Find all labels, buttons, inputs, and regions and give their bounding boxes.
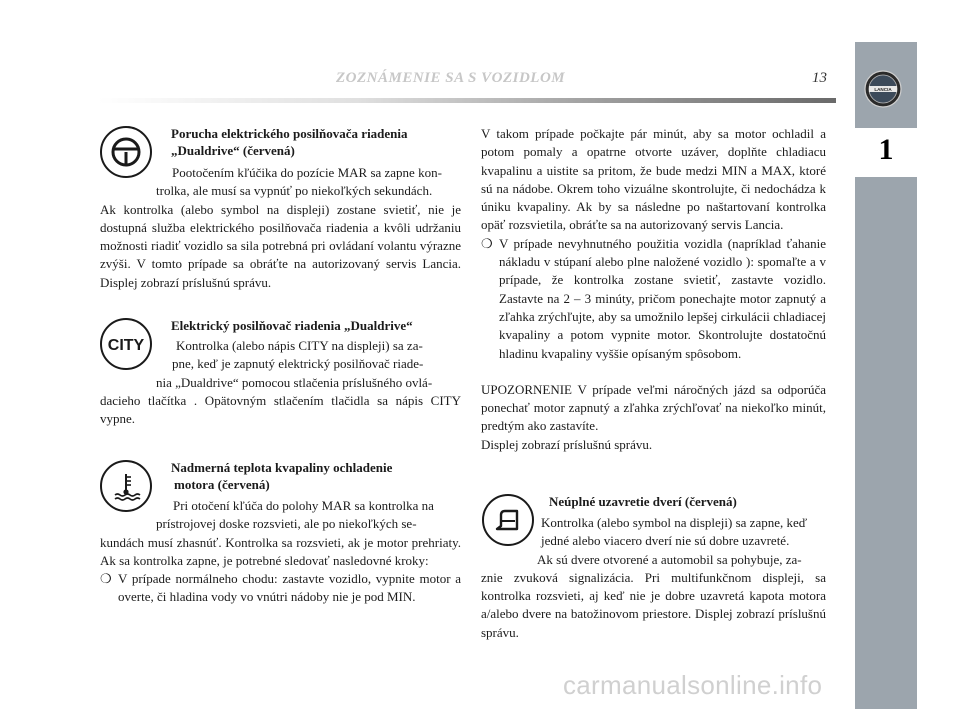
- city-icon-label: CITY: [107, 337, 145, 354]
- bullet-item: [481, 235, 826, 363]
- city-title: Elektrický posilňovač riadenia „Dualdrive“: [171, 318, 413, 333]
- text-paragraph: znie zvuková signalizácia. Pri multifunkčnom displeji, sa kontrolka rozsvieti, aj keď nie je dobre uzavretá kapota motora a/alebo dvere na batožinovom priestore. Displej zobrazí príslušnú správu.: [481, 569, 826, 640]
- steering-title-line: Porucha elektrického posilňovača riadenia: [171, 126, 408, 141]
- text-line: trolka, ale musí sa vypnúť po niekoľkých sekundách.: [156, 183, 433, 199]
- bullet-text: V prípade nevyhnutného použitia vozidla (napríklad ťahanie nákladu v stúpaní alebo plne naložené vozidlo ): spomaľte a v prípade, že kontrolka zostane svietiť, zastavte vozidlo. Zastavte na 2 – 3 minúty, pričom ponechajte motor zapnutý a zľahka zrýchľujte, aby sa umožnilo lepšej cirkulácii chladiacej kvapaliny a potom vypnite motor. Skontrolujte dostatočnú hladinu kvapaliny vyššie opísaným spôsobom.: [499, 235, 826, 361]
- text-line: pne, keď je zapnutý elektrický posilňovač riade-: [172, 356, 424, 372]
- doors-body: [481, 514, 826, 642]
- warning-paragraph: UPOZORNENIE V prípade veľmi náročných jázd sa odporúča ponechať motor zapnutý a zľahka zrýchľovať na niekoľko minút, predtým ako zastavíte.: [481, 381, 826, 434]
- text-line: jedné alebo viacero dverí nie sú dobre uzavreté.: [541, 533, 790, 549]
- text-line: prístrojovej doske rozsvieti, ale po niekoľkých se-: [156, 516, 417, 532]
- chapter-number: 1: [878, 133, 894, 166]
- bullet-item: [100, 570, 461, 607]
- text-paragraph: kundách musí zhasnúť. Kontrolka sa rozsvieti, ak je motor prehriaty. Ak sa kontrolka zapne, je potrebné sledovať nasledovné kroky:: [100, 534, 461, 568]
- text-paragraph: Displej zobrazí príslušnú správu.: [481, 436, 653, 452]
- text-line: Pri otočení kľúča do polohy MAR sa kontrolka na: [173, 498, 434, 513]
- page-number: 13: [812, 70, 827, 86]
- temp-title-line: motora (červená): [174, 477, 270, 492]
- text-line: nia „Dualdrive“ pomocou stlačenia príslušného ovlá-: [156, 374, 433, 390]
- text-line: Ak sú dvere otvorené a automobil sa pohybuje, za-: [537, 551, 802, 567]
- steering-title-line: „Dualdrive“ (červená): [171, 143, 295, 158]
- doors-title: Neúplné uzavretie dverí (červená): [549, 494, 737, 509]
- text-line: Pootočením kľúčika do pozície MAR sa zapne kon-: [172, 165, 442, 180]
- steering-body: [100, 164, 461, 292]
- city-body: [100, 337, 461, 428]
- watermark: carmanualsonline.info: [563, 670, 823, 700]
- header-rule: [98, 98, 836, 103]
- bullet-icon: ❍: [100, 571, 112, 587]
- page-header-title: ZOZNÁMENIE SA S VOZIDLOM: [336, 70, 566, 86]
- temp-title-line: Nadmerná teplota kvapaliny ochladenie: [171, 460, 393, 475]
- steering-title: [171, 125, 461, 159]
- temp-body: [100, 497, 461, 607]
- right-column-text: [481, 125, 826, 454]
- lancia-logo-icon: [864, 70, 902, 108]
- text-paragraph: dacieho tlačítka . Opätovným stlačením tlačidla sa nápis CITY vypne.: [100, 392, 461, 427]
- bullet-icon: ❍: [481, 235, 493, 251]
- bullet-text: V prípade normálneho chodu: zastavte vozidlo, vypnite motor a overte, či hladina vody vo vnútri nádoby nie je pod MIN.: [118, 571, 461, 605]
- text-line: Kontrolka (alebo nápis CITY na displeji) sa za-: [176, 338, 423, 353]
- text-line: Kontrolka (alebo symbol na displeji) sa zapne, keď: [541, 515, 808, 530]
- temp-title: [171, 459, 461, 493]
- text-paragraph: V takom prípade počkajte pár minút, aby sa motor ochladil a potom pomaly a opatrne otvorte uzáver, doplňte chladiacu kvapalinu a uistite sa pritom, že bude medzi MIN a MAX, ktoré sú na nádobe. Okrem toho vizuálne skontrolujte, či nedochádza k úniku kvapaliny. Ak by sa následne po naštartovaní kontrolka opäť rozsvietila, obráťte sa na autorizovaný servis Lancia.: [481, 126, 826, 233]
- logo-text: LANCIA: [874, 87, 892, 92]
- text-paragraph: Ak kontrolka (alebo symbol na displeji) zostane svietiť, nie je dostupná služba elektrického posilňovača riadenia a kvôli udržaniu možnosti riadiť vozidlo sa sila potrebná pri ovládaní volantu výrazne zvýši. V tomto prípade sa obráťte na autorizovaný servis Lancia. Displej zobrazí príslušnú správu.: [100, 201, 461, 290]
